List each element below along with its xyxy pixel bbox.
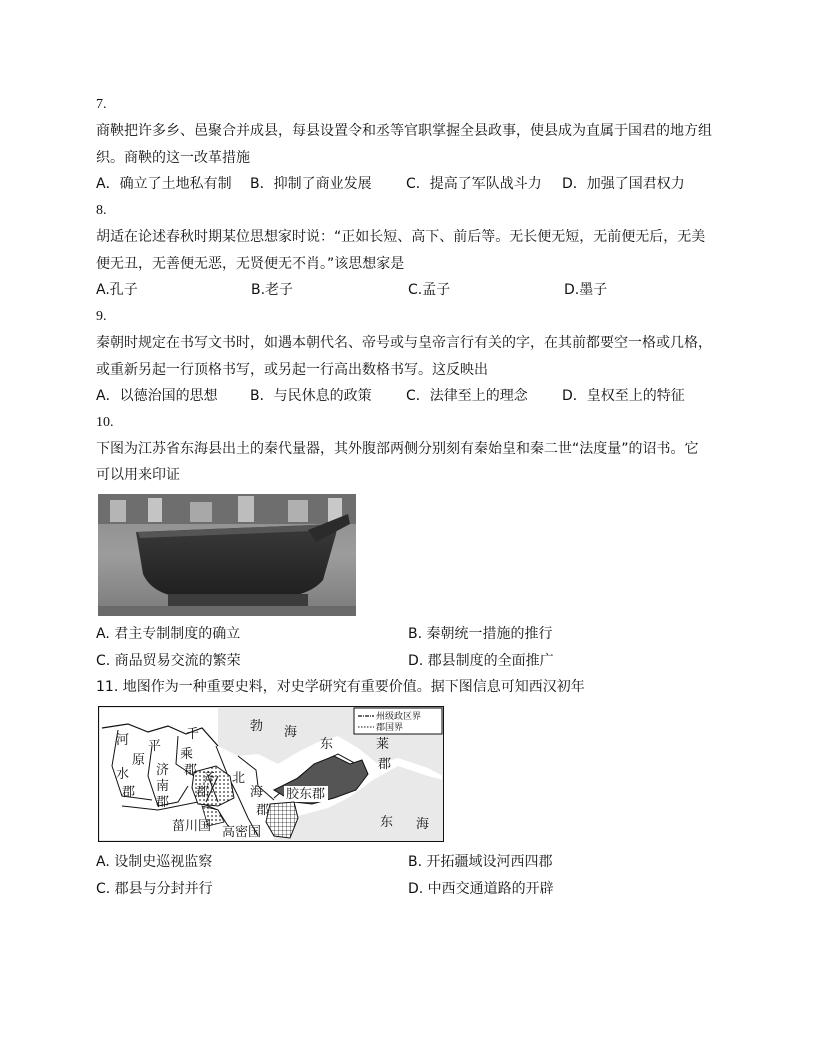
map-label: 千 bbox=[186, 727, 200, 742]
map-label: 齐 bbox=[202, 771, 216, 786]
map-legend-commandery-boundary: 郡国界 bbox=[376, 723, 404, 733]
map-label: 乘 bbox=[180, 747, 194, 762]
q8-option-a[interactable]: A.孔子 bbox=[96, 282, 138, 298]
q10-option-b[interactable]: B. 秦朝统一措施的推行 bbox=[408, 626, 553, 642]
map-label: 郡 bbox=[122, 785, 136, 800]
q9-option-a[interactable]: A．以德治国的思想 bbox=[96, 388, 218, 404]
q7-stem-line1: 商鞅把许多乡、邑聚合并成县，每县设置令和丞等官职掌握全县政事，使县成为直属于国君的地方组 bbox=[96, 123, 712, 139]
q9-option-d[interactable]: D．皇权至上的特征 bbox=[562, 388, 685, 404]
q8-option-d[interactable]: D.墨子 bbox=[564, 282, 608, 298]
map-legend-province-boundary: 州级政区界 bbox=[376, 712, 422, 722]
q9-option-c[interactable]: C．法律至上的理念 bbox=[406, 388, 528, 404]
map-label: 原 bbox=[132, 753, 146, 768]
map-label: 郡 bbox=[196, 785, 210, 800]
map-label: 济 bbox=[156, 763, 170, 778]
q8-number: 8. bbox=[96, 203, 107, 218]
map-label: 菑川国 bbox=[172, 819, 212, 834]
q7-option-b[interactable]: B．抑制了商业发展 bbox=[250, 176, 372, 192]
map-label: 东 bbox=[320, 737, 334, 752]
q9-stem-line1: 秦朝时规定在书写文书时，如遇本朝代名、帝号或与皇帝言行有关的字，在其前都要空一格或几格， bbox=[96, 335, 712, 351]
q7-option-c[interactable]: C．提高了军队战斗力 bbox=[406, 176, 542, 192]
q10-number: 10. bbox=[96, 415, 114, 430]
q7-option-a[interactable]: A．确立了土地私有制 bbox=[96, 176, 232, 192]
map-label: 东 bbox=[380, 815, 394, 830]
map-label: 高密国 bbox=[222, 825, 262, 840]
q8-stem-line2: 便无丑，无善便无恶，无贤便无不肖。”该思想家是 bbox=[96, 256, 405, 272]
map-label: 莱 bbox=[376, 737, 390, 752]
q8-option-c[interactable]: C.孟子 bbox=[408, 282, 451, 298]
q8-option-b[interactable]: B.老子 bbox=[251, 282, 294, 298]
q11-option-a[interactable]: A. 设制史巡视监察 bbox=[96, 854, 213, 870]
map-label: 郡 bbox=[156, 795, 170, 810]
map-label: 勃 bbox=[250, 719, 264, 734]
q10-stem-line2: 可以用来印证 bbox=[96, 467, 180, 483]
map-label: 郡 bbox=[378, 757, 392, 772]
q11-option-c[interactable]: C. 郡县与分封并行 bbox=[96, 881, 213, 897]
map-label: 郡 bbox=[256, 803, 270, 818]
q11-stem: 11. 地图作为一种重要史料，对史学研究有重要价值。据下图信息可知西汉初年 bbox=[96, 679, 585, 695]
map-label: 南 bbox=[156, 779, 170, 794]
map-label: 海 bbox=[284, 725, 298, 740]
q9-number: 9. bbox=[96, 309, 107, 324]
map-label: 北 bbox=[232, 771, 246, 786]
map-label: 海 bbox=[416, 817, 430, 832]
map-label: 胶东郡 bbox=[286, 787, 326, 802]
q10-stem-line1: 下图为江苏省东海县出土的秦代量器，其外腹部两侧分别刻有秦始皇和秦二世“法度量”的诏书。它 bbox=[96, 441, 699, 457]
q8-stem-line1: 胡适在论述春秋时期某位思想家时说：“正如长短、高下、前后等。无长便无短，无前便无后，无美 bbox=[96, 229, 706, 245]
map-label: 平 bbox=[148, 739, 162, 754]
q10-option-a[interactable]: A. 君主专制制度的确立 bbox=[96, 626, 241, 642]
western-han-commanderies-map bbox=[98, 706, 444, 842]
q7-option-d[interactable]: D．加强了国君权力 bbox=[562, 176, 685, 192]
q10-option-c[interactable]: C. 商品贸易交流的繁荣 bbox=[96, 653, 241, 669]
map-label: 郡 bbox=[184, 763, 198, 778]
map-label: 海 bbox=[250, 785, 264, 800]
q11-option-d[interactable]: D. 中西交通道路的开辟 bbox=[408, 881, 554, 897]
qin-measuring-vessel-photo bbox=[98, 494, 356, 616]
q7-number: 7. bbox=[96, 97, 107, 112]
q9-option-b[interactable]: B．与民休息的政策 bbox=[250, 388, 372, 404]
q10-option-d[interactable]: D. 郡县制度的全面推广 bbox=[408, 653, 554, 669]
map-label: 水 bbox=[116, 767, 130, 782]
map-label: 河 bbox=[116, 733, 130, 748]
q7-stem-line2: 织。商鞅的这一改革措施 bbox=[96, 150, 250, 166]
q11-option-b[interactable]: B. 开拓疆域设河西四郡 bbox=[408, 854, 553, 870]
q9-stem-line2: 或重新另起一行顶格书写，或另起一行高出数格书写。这反映出 bbox=[96, 362, 488, 378]
